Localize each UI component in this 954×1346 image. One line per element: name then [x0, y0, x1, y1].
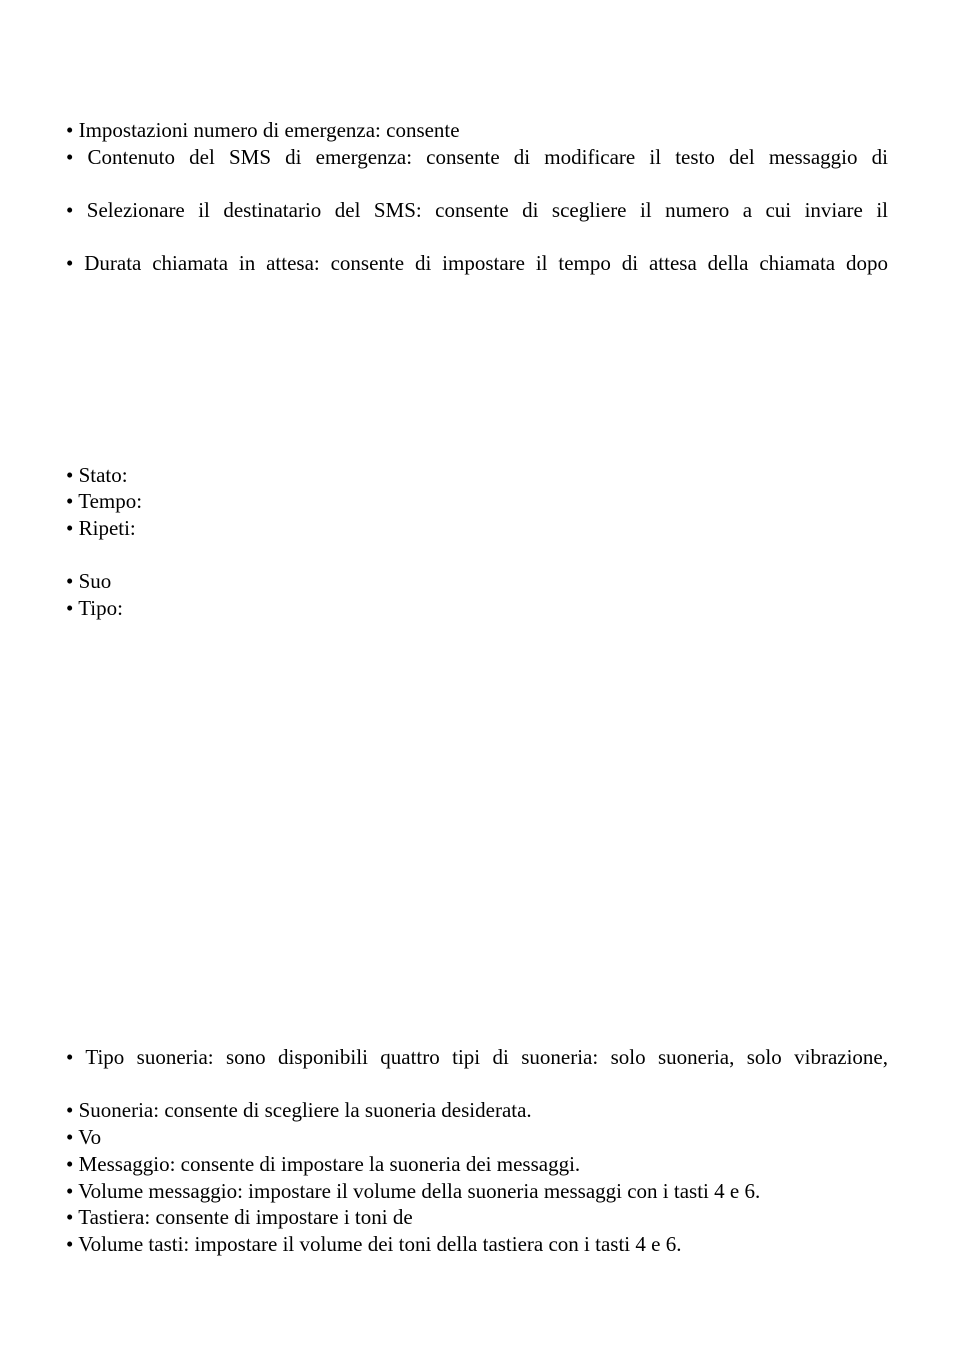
- emergency-number-setting-item: • Impostazioni numero di emergenza: consente: [66, 118, 460, 142]
- ringtone-item: • Suoneria: consente di scegliere la suoneria desiderata.: [66, 1098, 532, 1122]
- alarm-type-item: • Tipo:: [66, 596, 123, 620]
- keypad-tones-item: • Tastiera: consente di impostare i toni de: [66, 1205, 413, 1229]
- volume-item: • Vo: [66, 1125, 102, 1149]
- ringtone-type-item: • Tipo suoneria: sono disponibili quattro tipi di suoneria: solo suoneria, solo vibrazione,: [66, 1045, 888, 1069]
- emergency-sms-content-item: • Contenuto del SMS di emergenza: consente di modificare il testo del messaggio di: [66, 145, 888, 169]
- waiting-call-duration-item: • Durata chiamata in attesa: consente di impostare il tempo di attesa della chiamata dopo: [66, 251, 888, 275]
- key-volume-item: • Volume tasti: impostare il volume dei toni della tastiera con i tasti 4 e 6.: [66, 1232, 682, 1256]
- alarm-time-item: • Tempo:: [66, 489, 143, 513]
- alarm-sound-item: • Suo: [66, 569, 112, 593]
- sms-recipient-item: • Selezionare il destinatario del SMS: consente di scegliere il numero a cui inviare il: [66, 198, 888, 222]
- alarm-repeat-item: • Ripeti:: [66, 516, 136, 540]
- message-ringtone-item: • Messaggio: consente di impostare la suoneria dei messaggi.: [66, 1152, 581, 1176]
- message-volume-item: • Volume messaggio: impostare il volume della suoneria messaggi con i tasti 4 e 6.: [66, 1179, 761, 1203]
- alarm-status-item: • Stato:: [66, 463, 128, 487]
